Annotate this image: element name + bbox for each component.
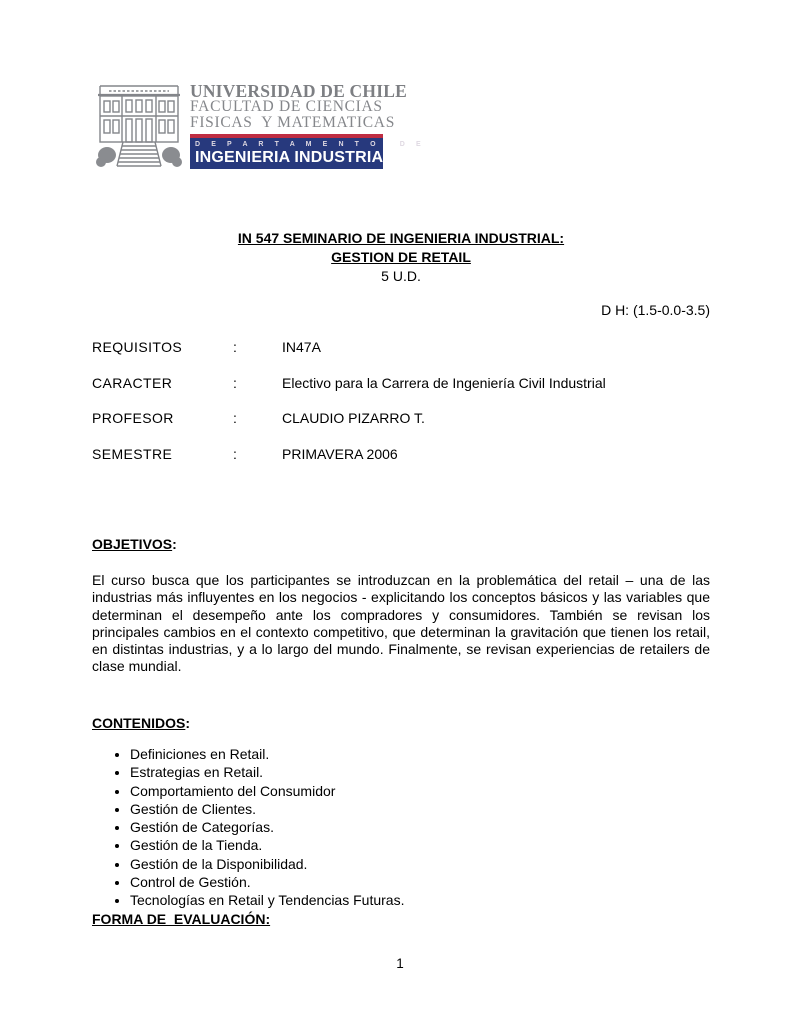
info-separator: : (233, 410, 237, 426)
contents-heading-colon: : (185, 715, 191, 731)
department-banner (190, 134, 426, 169)
objectives-heading-colon: : (172, 536, 177, 552)
objectives-heading (92, 536, 710, 552)
hours-distribution: D H: (1.5-0.0-3.5) (601, 302, 710, 318)
page-number: 1 (396, 956, 404, 971)
objectives-paragraph: El curso busca que los participantes se introduzcan en la problemática del retail – una de las industrias más influyentes en los negocios - explicitando los conceptos básicos y las variables que determinan el desempeño ante los compradores y consumidores. También se revisan los principales cambios en el contexto competitivo, que determinan la gravitación que tienen los retail, en distintas industrias, y a lo largo del mundo. Finalmente, se revisan experiencias de retailers de clase mundial. (92, 572, 710, 675)
info-row-semestre (92, 446, 710, 482)
contents-heading-text: CONTENIDOS (92, 715, 186, 731)
info-value: CLAUDIO PIZARRO T. (282, 410, 425, 426)
logo-faculty-line1: FACULTAD DE CIENCIAS (190, 98, 383, 115)
list-item: • Estrategias en Retail. (130, 763, 710, 781)
info-value: Electivo para la Carrera de Ingeniería Civil Industrial (282, 374, 606, 391)
contents-heading (92, 715, 710, 731)
course-title-line1: IN 547 SEMINARIO DE INGENIERIA INDUSTRIAL: (237, 230, 565, 246)
list-item: • Definiciones en Retail. (130, 745, 710, 763)
course-title-line2: GESTION DE RETAIL (331, 249, 471, 265)
department-banner-name: INGENIERIA INDUSTRIAL (195, 149, 394, 166)
list-item: • Comportamiento del Consumidor (130, 782, 710, 800)
course-title-block (92, 229, 710, 285)
list-item: • Tecnologías en Retail y Tendencias Futuras. (130, 891, 710, 909)
list-item: • Gestión de la Tienda. (130, 836, 710, 854)
info-label: PROFESOR (92, 410, 174, 426)
info-row-requisitos (92, 339, 710, 375)
info-value: PRIMAVERA 2006 (282, 445, 398, 462)
course-units: 5 U.D. (381, 268, 421, 284)
university-logo (95, 81, 426, 170)
info-separator: : (233, 374, 237, 391)
list-item: • Control de Gestión. (130, 873, 710, 891)
info-separator: : (233, 339, 237, 355)
objectives-heading-text: OBJETIVOS (92, 536, 173, 552)
info-label: REQUISITOS (92, 339, 183, 355)
info-row-caracter (92, 375, 710, 411)
contents-section (92, 715, 710, 910)
objectives-section (92, 536, 710, 676)
list-item: • Gestión de Clientes. (130, 800, 710, 818)
info-separator: : (233, 445, 237, 462)
evaluation-heading: FORMA DE EVALUACIÓN: (92, 911, 271, 927)
logo-text-block (190, 81, 426, 169)
info-row-profesor (92, 410, 710, 446)
info-value: IN47A (282, 339, 321, 355)
info-label: SEMESTRE (92, 445, 173, 462)
list-item: • Gestión de Categorías. (130, 818, 710, 836)
logo-faculty-line2: FISICAS Y MATEMATICAS (190, 113, 396, 131)
info-label: CARACTER (92, 374, 173, 391)
list-item: • Gestión de la Disponibilidad. (130, 855, 710, 873)
university-building-icon (95, 82, 183, 170)
course-info-table (92, 339, 710, 481)
logo-university-name: UNIVERSIDAD DE CHILE (190, 81, 407, 101)
department-banner-label: D E P A R T A M E N T O D E (195, 141, 426, 148)
contents-list (92, 745, 710, 910)
